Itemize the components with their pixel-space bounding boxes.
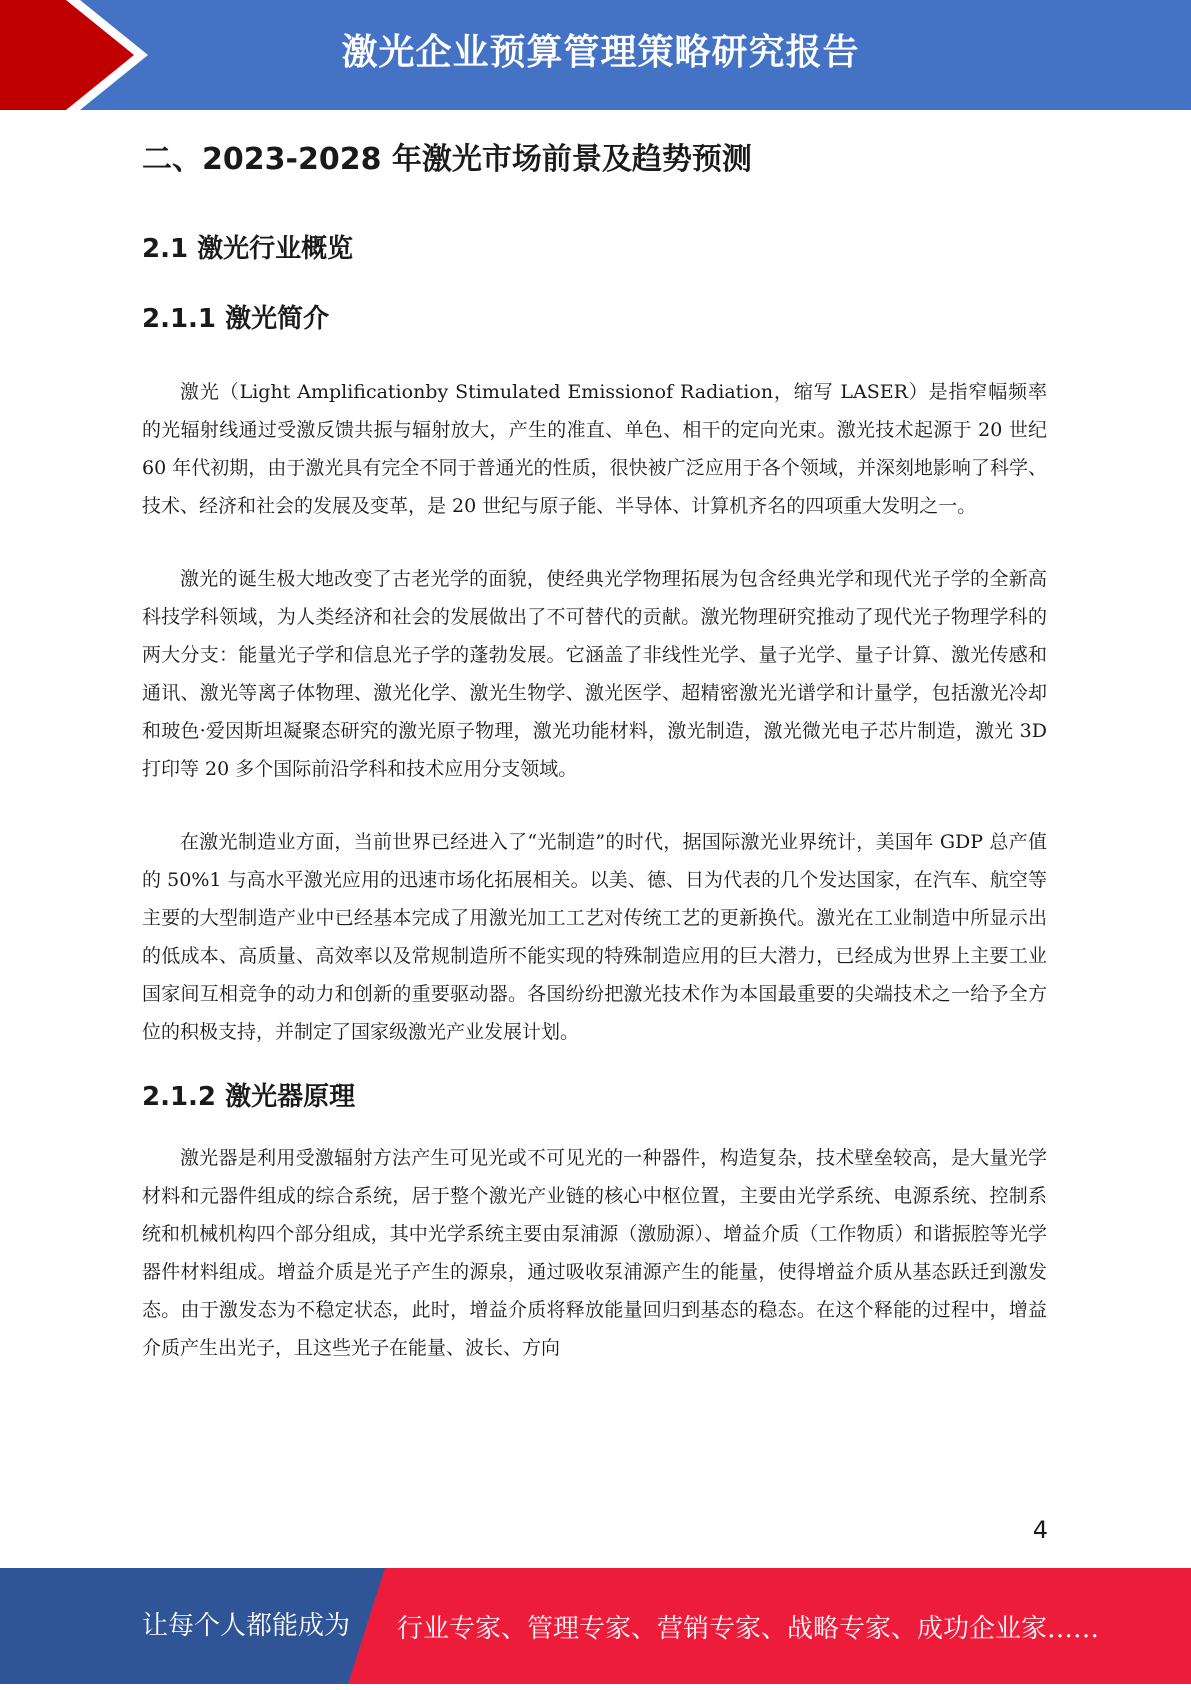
paragraph: 激光的诞生极大地改变了古老光学的面貌，使经典光学物理拓展为包含经典光学和现代光子学的全新高科技学科领域，为人类经济和社会的发展做出了不可替代的贡献。激光物理研究推动了现代光子物理学科的两大分支：能量光子学和信息光子学的蓬勃发展。它涵盖了非线性光学、量子光学、量子计算、激光传感和通讯、激光等离子体物理、激光化学、激光生物学、激光医学、超精密激光光谱学和计量学，包括激光冷却和玻色·爱因斯坦凝聚态研究的激光原子物理，激光功能材料，激光制造，激光微光电子芯片制造，激光 3D 打印等 20 多个国际前沿学科和技术应用分支领域。 xyxy=(142,568,1047,780)
subsection-heading: 2.1 激光行业概览 xyxy=(142,234,354,264)
document-body xyxy=(142,135,1047,1367)
section-heading: 二、2023-2028 年激光市场前景及趋势预测 xyxy=(142,142,752,177)
paragraph: 激光器是利用受激辐射方法产生可见光或不可见光的一种器件，构造复杂，技术壁垒较高，是大量光学材料和元器件组成的综合系统，居于整个激光产业链的核心中枢位置，主要由光学系统、电源系统、控制系统和机械机构四个部分组成，其中光学系统主要由泵浦源（激励源）、增益介质（工作物质）和谐振腔等光学器件材料组成。增益介质是光子产生的源泉，通过吸收泵浦源产生的能量，使得增益介质从基态跃迁到激发态。由于激发态为不稳定状态，此时，增益介质将释放能量回归到基态的稳态。在这个释能的过程中，增益介质产生出光子，且这些光子在能量、波长、方向 xyxy=(142,1147,1047,1359)
page-number: 4 xyxy=(1032,1516,1048,1544)
paragraph: 激光（Light Amplificationby Stimulated Emissionof Radiation，缩写 LASER）是指窄幅频率的光辐射线通过受激反馈共振与辐射放大，产生的准直、单色、相干的定向光束。激光技术起源于 20 世纪 60 年代初期，由于激光具有完全不同于普通光的性质，很快被广泛应用于各个领域，并深刻地影响了科学、技术、经济和社会的发展及变革，是 20 世纪与原子能、半导体、计算机齐名的四项重大发明之一。 xyxy=(142,381,1047,517)
footer-slogan-left: 让每个人都能成为 xyxy=(142,1611,351,1641)
sub-subsection-heading-principle: 2.1.2 激光器原理 xyxy=(142,1082,356,1112)
footer-slogan-right: 行业专家、管理专家、营销专家、战略专家、成功企业家…… xyxy=(397,1614,1100,1644)
paragraph: 在激光制造业方面，当前世界已经进入了“光制造”的时代，据国际激光业界统计，美国年 GDP 总产值的 50%1 与高水平激光应用的迅速市场化拓展相关。以美、德、日为代表的几个发达国家，在汽车、航空等主要的大型制造产业中已经基本完成了用激光加工工艺对传统工艺的更新换代。激光在工业制造中所显示出的低成本、高质量、高效率以及常规制造所不能实现的特殊制造应用的巨大潜力，已经成为世界上主要工业国家间互相竞争的动力和创新的重要驱动器。各国纷纷把激光技术作为本国最重要的尖端技术之一给予全方位的积极支持，并制定了国家级激光产业发展计划。 xyxy=(142,831,1047,1043)
footer-band xyxy=(0,1568,1191,1684)
report-title: 激光企业预算管理策略研究报告 xyxy=(341,32,860,73)
header-band xyxy=(0,0,1191,110)
sub-subsection-heading-intro: 2.1.1 激光简介 xyxy=(142,304,330,334)
